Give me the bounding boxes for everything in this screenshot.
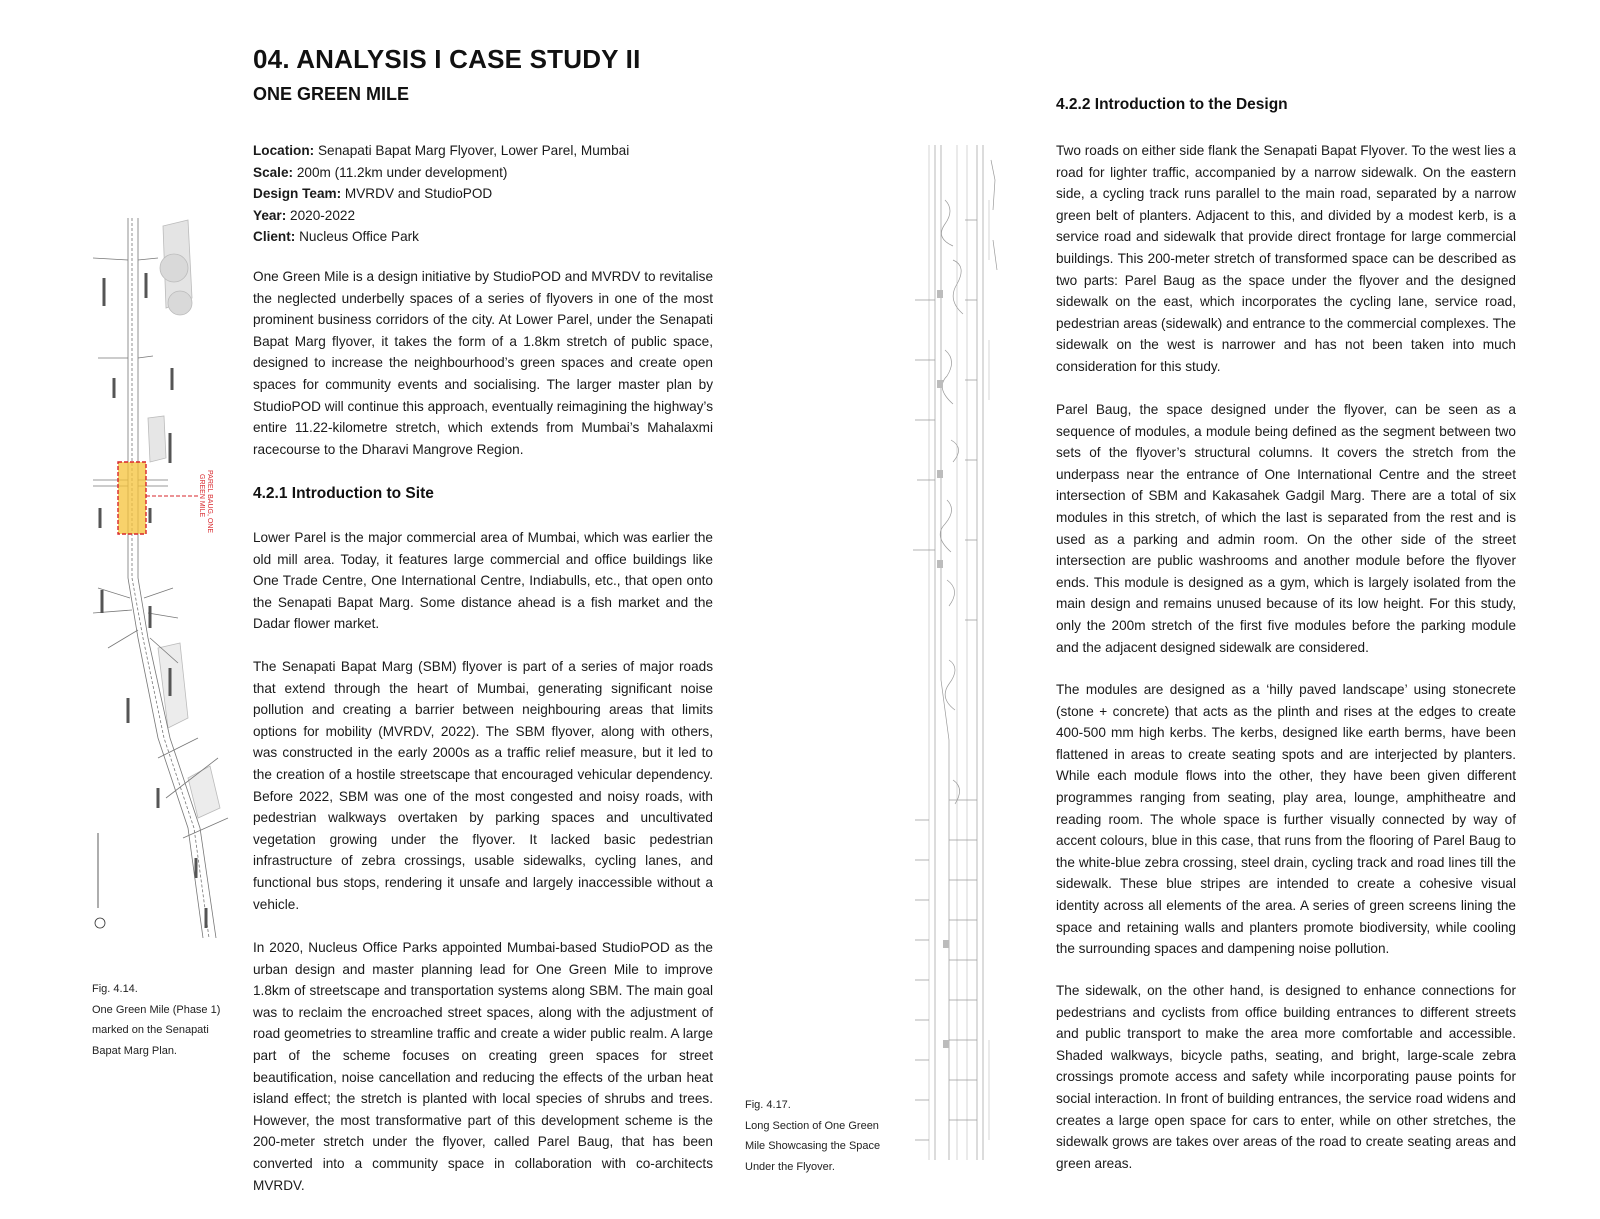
meta-scale: Scale: 200m (11.2km under development) <box>253 164 508 180</box>
design-paragraph-3: The modules are designed as a ‘hilly paved landscape’ using stonecrete (stone + concrete) that acts as the plinth and rises at the edges to create 400-500 mm high kerbs. The kerbs, designed like earth berms, have been flattened in areas to create seating spots and are interjected by planters. While each module flows into the other, they have been given different programmes ranging from seating, play area, lounge, amphitheatre and reading room. The whole space is further visually connected by way of accent colours, blue in this case, that runs from the flooring of Parel Baug to the white-blue zebra crossing, steel drain, cycling track and road lines till the sidewalk. These blue stripes are intended to create a cohesive visual identity across all elements of the area. A series of green screens lining the space and retaining walls and planters promote biodiversity, while cooling the surrounding spaces and dampening noise pollution. <box>1056 682 1516 957</box>
project-title: ONE GREEN MILE <box>253 84 410 104</box>
right-column-design-1 <box>1056 140 1516 378</box>
intro-paragraph: One Green Mile is a design initiative by StudioPOD and MVRDV to revitalise the neglected underbelly spaces of a series of flyovers in one of the most prominent business corridors of the city. At Lower Parel, under the Senapati Bapat Marg flyover, it takes the form of a 1.8km stretch of public space, designed to increase the neighbourhood’s green spaces and create open spaces for community events and socialising. The larger master plan by StudioPOD will continue this approach, eventually reimagining the highway’s entire 11.22-kilometre stretch, which extends from Mumbai’s Mahalaxmi racecourse to the Dharavi Mangrove Region. <box>253 269 713 457</box>
meta-year: Year: 2020-2022 <box>253 207 356 223</box>
long-section-drawing <box>905 140 1005 1165</box>
left-column-intro <box>253 266 713 460</box>
right-column-design-4 <box>1056 980 1516 1174</box>
meta-location: Location: Senapati Bapat Marg Flyover, Lower Parel, Mumbai <box>253 143 630 158</box>
figure-414-caption: Fig. 4.14. One Green Mile (Phase 1) marked on the Senapati Bapat Marg Plan. <box>92 979 242 1061</box>
design-paragraph-2: Parel Baug, the space designed under the flyover, can be seen as a sequence of modules, a module being defined as the segment between two sets of the flyover’s structural columns. It covers the stretch from the underpass near the entrance of One International Centre and the street intersection of SBM and Kakasahek Gadgil Marg. There are a total of six modules in this stretch, of which the last is separated from the rest and is used as a parking and admin room. On the other side of the street intersection are public washrooms and another module before the flyover ends. This module is designed as a gym, which is largely isolated from the main design and remains unused because of its low height. For this study, only the 200m stretch of the first five modules before the parking module and the adjacent designed sidewalk are considered. <box>1056 402 1516 655</box>
meta-client: Client: Nucleus Office Park <box>253 229 419 245</box>
design-paragraph-1: Two roads on either side flank the Senapati Bapat Flyover. To the west lies a road for lighter traffic, accompanied by a narrow sidewalk. On the eastern side, a cycling track runs parallel to the main road, separated by a narrow green belt of planters. Adjacent to this, and divided by a modest kerb, is a service road and sidewalk that provide direct frontage for large commercial buildings. This 200-meter stretch of transformed space can be described as two parts: Parel Baug as the space under the flyover and the designed sidewalk on the east, which incorporates the cycling lane, service road, pedestrian areas (sidewalk) and entrance to the commercial complexes. The sidewalk on the west is narrower and has not been taken into much consideration for this study. <box>1056 143 1516 374</box>
site-paragraph-1: Lower Parel is the major commercial area of Mumbai, which was earlier the old mill area. Today, it features large commercial and office buildings like One Trade Centre, One International Centre, Indiabulls, etc., that open onto the Senapati Bapat Marg. Some distance ahead is a fish market and the Dadar flower market. <box>253 530 713 632</box>
chapter-title: 04. ANALYSIS I CASE STUDY II <box>253 44 641 74</box>
left-column-site-2 <box>253 656 713 915</box>
callout-line-2: GREEN MILE <box>198 474 205 518</box>
section-heading-design: 4.2.2 Introduction to the Design <box>1056 96 1288 113</box>
callout-line-1: PAREL BAUG, ONE <box>206 470 213 534</box>
figure-414-label: Fig. 4.14. <box>92 983 138 995</box>
parel-baug-highlight <box>118 462 146 534</box>
meta-design-team: Design Team: MVRDV and StudioPOD <box>253 186 493 202</box>
section-heading-site: 4.2.1 Introduction to Site <box>253 485 434 502</box>
figure-417-caption: Fig. 4.17. Long Section of One Green Mile Showcasing the Space Under the Flyover. <box>745 1095 905 1177</box>
design-paragraph-4: The sidewalk, on the other hand, is designed to enhance connections for pedestrians and cyclists from office building entrances to different streets and public transport to make the area more comfortable and accessible. Shaded walkways, bicycle paths, seating, and bright, large-scale zebra crossings promote access and safety while incorporating pause points for social interaction. In front of building entrances, the service road widens and creates a large open space for cars to enter, while on other stretches, the sidewalk grows are takes over areas of the road to create seating areas and green areas. <box>1056 983 1516 1171</box>
left-column-site-3 <box>253 937 713 1196</box>
right-column-design-3 <box>1056 679 1516 960</box>
site-paragraph-2: The Senapati Bapat Marg (SBM) flyover is part of a series of major roads that extend through the heart of Mumbai, generating significant noise pollution and creating a barrier between neighbouring areas that limits options for mobility (MVRDV, 2022). The SBM flyover, along with others, was constructed in the early 2000s as a traffic relief measure, but it led to the creation of a hostile streetscape that encouraged vehicular dependency. Before 2022, SBM was one of the most congested and noisy roads, with pedestrian walkways overtaken by parking spaces and uncultivated vegetation growing under the flyover. It lacked basic pedestrian infrastructure of zebra crossings, usable sidewalks, cycling lanes, and functional bus stops, rendering it unsafe and largely inaccessible without a vehicle. <box>253 659 713 912</box>
site-paragraph-3: In 2020, Nucleus Office Parks appointed Mumbai-based StudioPOD as the urban design and master planning lead for One Green Mile to improve 1.8km of streetscape and transportation systems along SBM. The main goal was to reclaim the encroached street spaces, along with the adjustment of road geometries to streamline traffic and create a wider public realm. A large part of the scheme focuses on creating green spaces for street beautification, noise cancellation and reducing the effects of the urban heat island effect; the stretch is planted with local species of shrubs and trees. However, the most transformative part of this development scheme is the 200-meter stretch under the flyover, called Parel Baug, that has been converted into a community space in collaboration with co-architects MVRDV. <box>253 940 713 1193</box>
left-column-site <box>253 527 713 635</box>
project-meta <box>253 140 713 248</box>
site-plan-drawing <box>88 218 238 958</box>
right-column-design-2 <box>1056 399 1516 658</box>
figure-417-label: Fig. 4.17. <box>745 1099 791 1111</box>
